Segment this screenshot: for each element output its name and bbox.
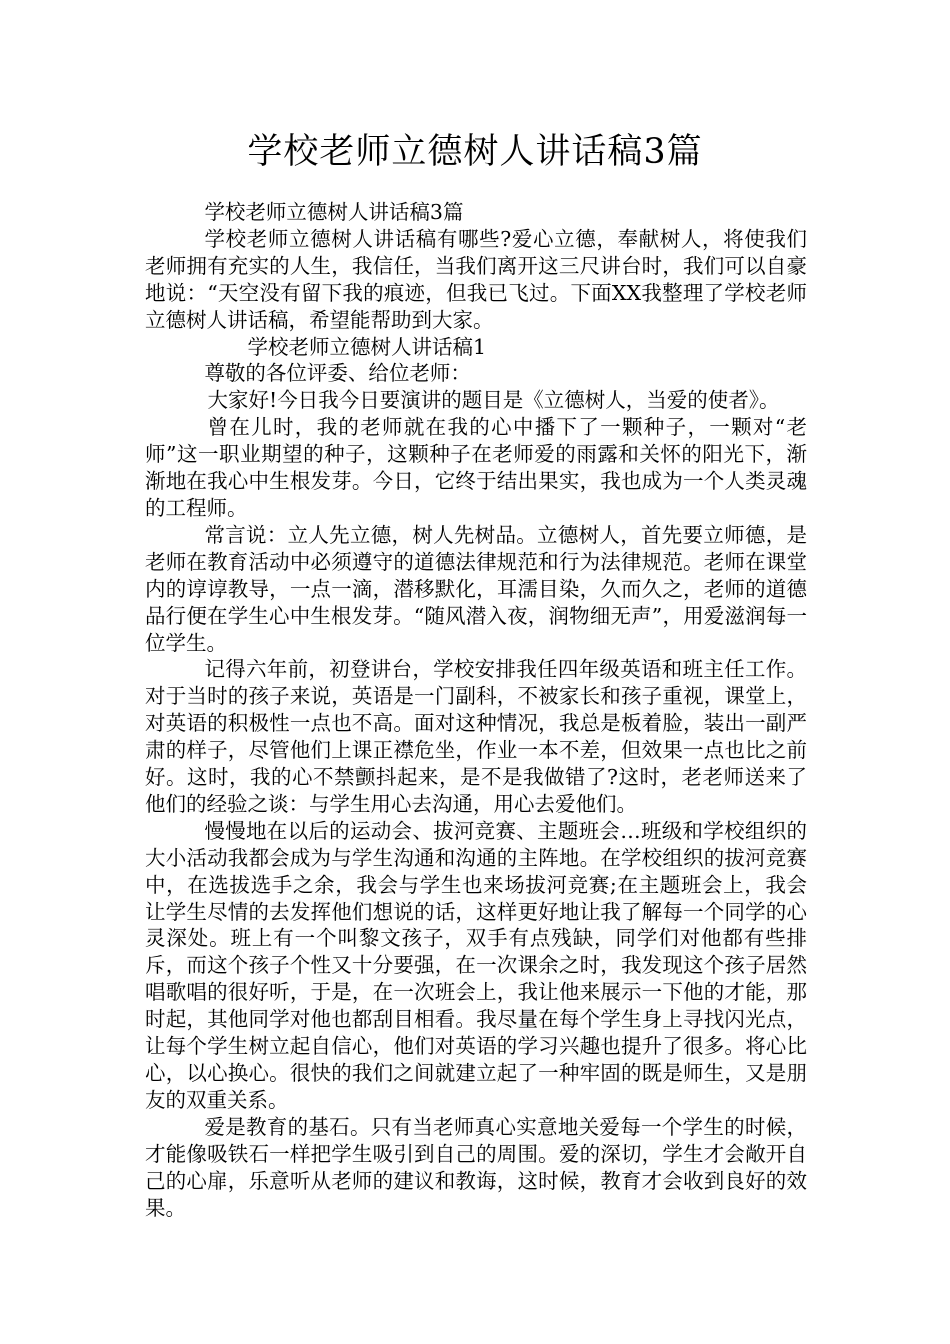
paragraph: 慢慢地在以后的运动会、拔河竞赛、主题班会…班级和学校组织的大小活动我都会成为与学生沟通和沟通的主阵地。在学校组织的拔河竞赛中，在选拔选手之余，我会与学生也来场拔河竞赛;在主题班会上，我会让学生尽情的去发挥他们想说的话，这样更好地让我了解每一个同学的心灵深处。班上有一个叫黎文孩子，双手有点残缺，同学们对他都有些排斥，而这个孩子个性又十分要强，在一次课余之时，我发现这个孩子居然唱歌唱的很好听，于是，在一次班会上，我让他来展示一下他的才能，那时起，其他同学对他也都刮目相看。我尽量在每个学生身上寻找闪光点，让每个学生树立起自信心，他们对英语的学习兴趣也提升了很多。将心比心，以心换心。很快的我们之间就建立起了一种牢固的既是师生，又是朋友的双重关系。 <box>145 818 807 1112</box>
paragraph: 记得六年前，初登讲台，学校安排我任四年级英语和班主任工作。对于当时的孩子来说，英语是一门副科，不被家长和孩子重视，课堂上，对英语的积极性一点也不高。面对这种情况，我总是板着脸，装出一副严肃的样子，尽管他们上课正襟危坐，作业一本不差，但效果一点也比之前好。这时，我的心不禁颤抖起来，是不是我做错了?这时，老老师送来了他们的经验之谈：与学生用心去沟通，用心去爱他们。 <box>145 657 807 816</box>
section-heading: 学校老师立德树人讲话稿1 <box>247 334 487 359</box>
document-body <box>145 199 807 1221</box>
paragraph: 爱是教育的基石。只有当老师真心实意地关爱每一个学生的时候，才能像吸铁石一样把学生吸引到自己的周围。爱的深切，学生才会敞开自己的心扉，乐意听从老师的建议和教诲，这时候，教育才会收到良好的效果。 <box>145 1114 807 1220</box>
paragraph: 常言说：立人先立德，树人先树品。立德树人，首先要立师德，是老师在教育活动中必须遵守的道德法律规范和行为法律规范。老师在课堂内的谆谆教导，一点一滴，潜移默化，耳濡目染，久而久之，老师的道德品行便在学生心中生根发芽。“随风潜入夜，润物细无声”，用爱滋润每一位学生。 <box>145 522 807 655</box>
page-title: 学校老师立德树人讲话稿3篇 <box>247 132 703 172</box>
paragraph: 大家好!今日我今日要演讲的题目是《立德树人，当爱的使者》。 <box>207 388 780 413</box>
paragraph: 学校老师立德树人讲话稿有哪些?爱心立德，奉献树人，将使我们老师拥有充实的人生，我信任，当我们离开这三尺讲台时，我们可以自豪地说：“天空没有留下我的痕迹，但我已飞过。下面XX我整理了学校老师立德树人讲话稿，希望能帮助到大家。 <box>145 226 807 332</box>
paragraph: 曾在儿时，我的老师就在我的心中播下了一颗种子，一颗对“老师”这一职业期望的种子，这颗种子在老师爱的雨露和关怀的阳光下，渐渐地在我心中生根发芽。今日，它终于结出果实，我也成为一个人类灵魂的工程师。 <box>145 415 807 520</box>
paragraph: 学校老师立德树人讲话稿3篇 <box>204 200 464 224</box>
paragraph: 尊敬的各位评委、给位老师： <box>204 361 471 386</box>
